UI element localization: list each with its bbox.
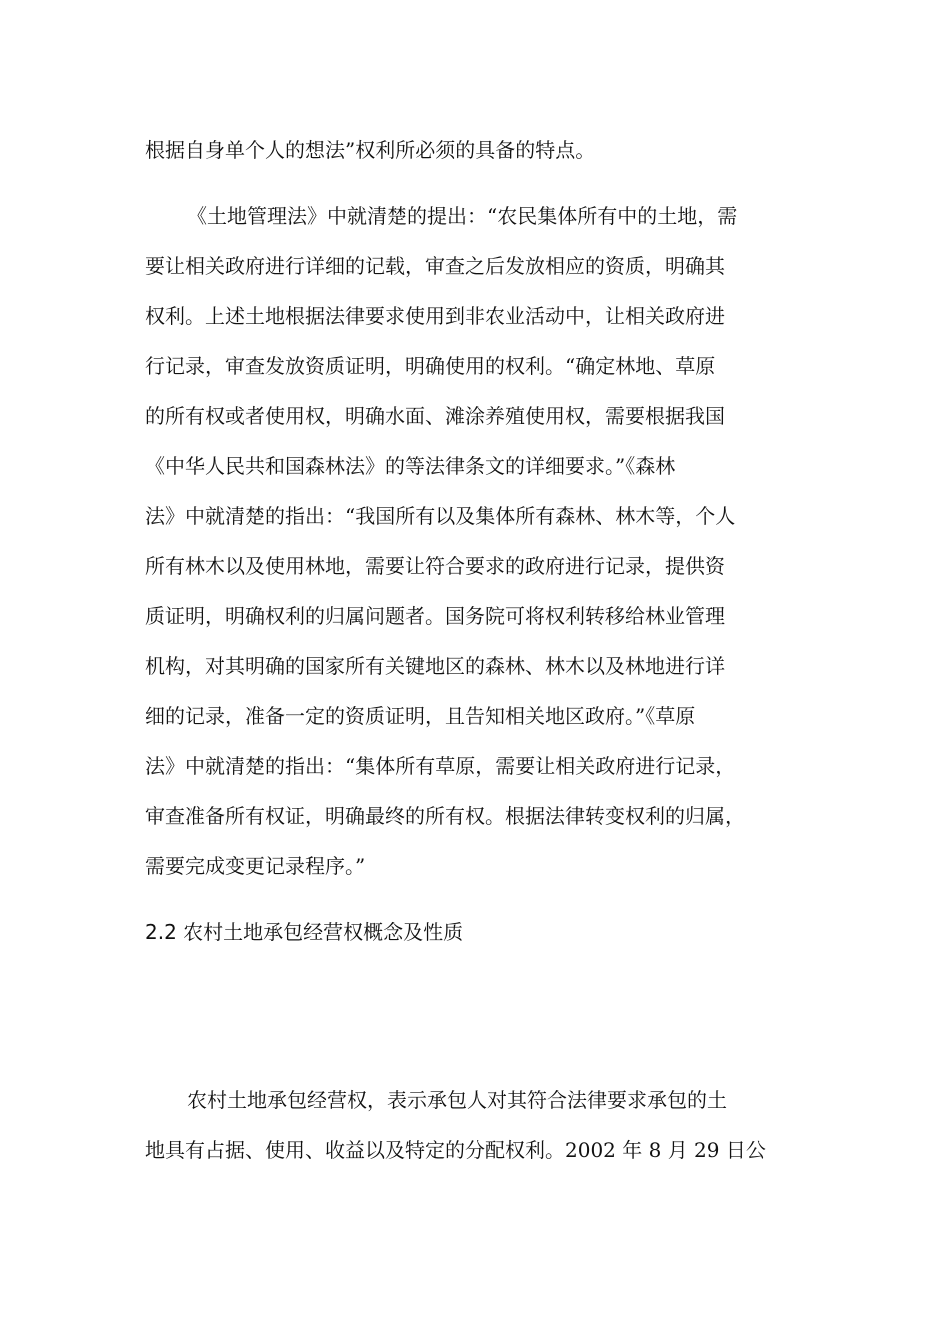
paragraph-line: 细的记录，准备一定的资质证明，且告知相关地区政府。”《草原 [145, 704, 696, 728]
paragraph-line: 要让相关政府进行详细的记载，审查之后发放相应的资质，明确其 [145, 254, 725, 278]
paragraph-line: 行记录，审查发放资质证明，明确使用的权利。“确定林地、草原 [145, 354, 716, 378]
paragraph-line: 权利。上述土地根据法律要求使用到非农业活动中，让相关政府进 [145, 304, 725, 328]
paragraph-line: 需要完成变更记录程序。” [145, 854, 366, 878]
paragraph-line: 法》中就清楚的指出：“集体所有草原，需要让相关政府进行记录， [145, 754, 736, 778]
paragraph-line: 《中华人民共和国森林法》的等法律条文的详细要求。”《森林 [145, 454, 676, 478]
paragraph-line: 机构，对其明确的国家所有关键地区的森林、林木以及林地进行详 [145, 654, 725, 678]
paragraph-line: 审查准备所有权证，明确最终的所有权。根据法律转变权利的归属， [145, 804, 745, 828]
section-heading: 2.2 农村土地承包经营权概念及性质 [145, 920, 464, 944]
paragraph-line: 农村土地承包经营权，表示承包人对其符合法律要求承包的土 [187, 1088, 727, 1112]
paragraph-line: 法》中就清楚的指出：“我国所有以及集体所有森林、林木等，个人 [145, 504, 736, 528]
paragraph-line: 质证明，明确权利的归属问题者。国务院可将权利转移给林业管理 [145, 604, 725, 628]
paragraph-line: 根据自身单个人的想法”权利所必须的具备的特点。 [145, 138, 596, 162]
paragraph-line: 地具有占据、使用、收益以及特定的分配权利。2002 年 8 月 29 日公 [145, 1138, 766, 1162]
paragraph-line: 《土地管理法》中就清楚的提出：“农民集体所有中的土地，需 [187, 204, 738, 228]
paragraph-line: 的所有权或者使用权，明确水面、滩涂养殖使用权，需要根据我国 [145, 404, 725, 428]
paragraph-line: 所有林木以及使用林地，需要让符合要求的政府进行记录，提供资 [145, 554, 725, 578]
